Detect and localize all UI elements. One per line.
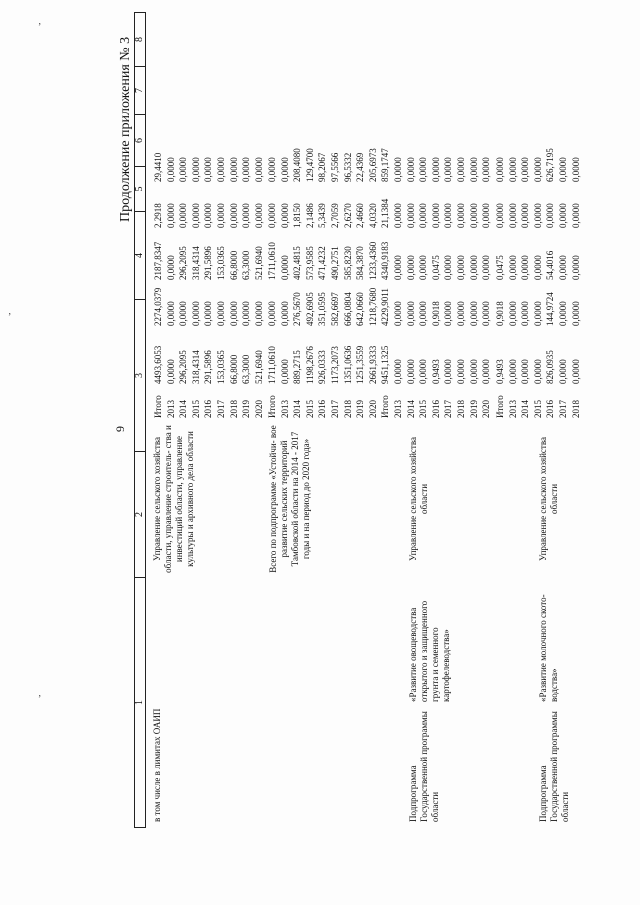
federal-cell: 0,0000 (215, 301, 226, 326)
total-cell: 0,9493 (495, 359, 505, 384)
total-cell: 0,0000 (520, 359, 531, 384)
local-cell: 0,0000 (507, 203, 518, 228)
extrabudget-cell: 0,0000 (468, 157, 479, 182)
regional-cell: 0,0000 (468, 255, 479, 280)
regional-cell: 318,4314 (190, 246, 201, 280)
appendix-title: Продолжение приложения № 3 (118, 36, 133, 222)
extrabudget-cell: 859,1747 (380, 148, 391, 182)
column-number-row (134, 12, 146, 828)
extrabudget-cell: 29,4410 (153, 152, 163, 182)
table-row (228, 130, 241, 418)
federal-cell: 0,0000 (279, 301, 290, 326)
total-cell: 291,5896 (203, 350, 214, 384)
regional-cell: 0,0000 (405, 255, 416, 280)
extrabudget-cell: 0,0000 (507, 157, 518, 182)
regional-cell: 585,8230 (342, 246, 353, 280)
total-cell: 0,0000 (507, 359, 518, 384)
federal-cell: 0,0000 (570, 301, 581, 326)
page-number: 9 (113, 426, 127, 432)
year-cell: 2015 (418, 400, 429, 418)
extrabudget-cell: 0,0000 (481, 157, 492, 182)
table-row (190, 130, 203, 418)
total-cell: 9451,1325 (380, 345, 391, 384)
block-executor: Управление сельского хозяйства области (538, 437, 559, 561)
table-row (455, 130, 468, 418)
federal-cell: 0,0000 (455, 301, 466, 326)
local-cell: 2,1486 (304, 203, 315, 228)
block-executor: Управление сельского хозяйства области (408, 437, 429, 561)
year-cell: 2015 (190, 400, 201, 418)
year-cell: 2020 (367, 400, 378, 418)
year-cell: 2020 (481, 400, 492, 418)
year-cell: 2014 (520, 400, 531, 418)
total-cell: 66,8000 (228, 354, 239, 384)
table-row (494, 130, 507, 418)
table-row (417, 130, 430, 418)
year-cell: Итого (267, 395, 277, 418)
regional-cell: 1711,0610 (267, 242, 277, 280)
federal-cell: 582,6697 (329, 292, 340, 326)
federal-cell: 0,0000 (468, 301, 479, 326)
year-cell: 2015 (304, 400, 315, 418)
extrabudget-cell: 0,0000 (418, 157, 429, 182)
total-cell: 0,0000 (443, 359, 454, 384)
year-cell: 2018 (455, 400, 466, 418)
table-row (329, 130, 342, 418)
regional-cell: 63,3000 (241, 250, 252, 280)
extrabudget-cell: 0,0000 (203, 157, 214, 182)
federal-cell: 0,0000 (228, 301, 239, 326)
regional-cell: 66,8000 (228, 250, 239, 280)
total-cell: 0,0000 (532, 359, 543, 384)
regional-cell: 1233,4360 (367, 241, 378, 280)
column-number: 8 (134, 37, 145, 42)
table-row (519, 130, 532, 418)
total-cell: 1198,2676 (304, 346, 315, 384)
table-row (266, 130, 279, 418)
table-row (405, 130, 418, 418)
table-row (507, 130, 520, 418)
total-cell: 926,0333 (317, 350, 328, 384)
table-row (354, 130, 367, 418)
block-program-label: в том числе в лимитах ОАИП (152, 708, 162, 822)
table-row (367, 130, 380, 418)
extrabudget-cell: 0,0000 (495, 157, 505, 182)
block-executor: Всего по подпрограмме «Устойчи- вое развитие сельских территорий Тамбовской области на 2014 - 2017 годы и на период до 2020 года» (268, 425, 311, 573)
local-cell: 2,4660 (355, 203, 366, 228)
year-cell: 2018 (228, 400, 239, 418)
extrabudget-cell: 0,0000 (253, 157, 264, 182)
regional-cell: 0,0000 (570, 255, 581, 280)
local-cell: 0,0000 (165, 203, 176, 228)
total-cell: 153,0365 (215, 350, 226, 384)
local-cell: 0,0000 (418, 203, 429, 228)
year-cell: 2017 (215, 400, 226, 418)
local-cell: 0,0000 (570, 203, 581, 228)
year-cell: 2018 (570, 400, 581, 418)
regional-cell: 0,0000 (532, 255, 543, 280)
year-cell: 2013 (165, 400, 176, 418)
local-cell: 0,0000 (279, 203, 290, 228)
regional-cell: 4340,9183 (380, 241, 391, 280)
total-cell: 1351,0636 (342, 345, 353, 384)
regional-cell: 0,0000 (418, 255, 429, 280)
total-cell: 0,0000 (570, 359, 581, 384)
year-cell: 2014 (292, 400, 303, 418)
total-cell: 889,2715 (292, 350, 303, 384)
local-cell: 0,0000 (228, 203, 239, 228)
year-cell: 2016 (430, 400, 441, 418)
table-row (291, 130, 304, 418)
block-rows (152, 130, 265, 418)
column-number: 1 (135, 577, 145, 827)
block-subprogram-name: «Развитие молочного ското- водства» (538, 594, 559, 702)
extrabudget-cell: 0,0000 (455, 157, 466, 182)
federal-cell: 0,0000 (481, 301, 492, 326)
total-cell: 0,0000 (468, 359, 479, 384)
local-cell: 0,0000 (532, 203, 543, 228)
rotated-table-sheet (108, 2, 640, 842)
federal-cell: 0,0000 (393, 301, 403, 326)
local-cell: 0,0000 (178, 203, 189, 228)
total-cell: 1173,2073 (329, 346, 340, 384)
extrabudget-cell: 0,0000 (241, 157, 252, 182)
table-row (430, 130, 443, 418)
extrabudget-cell: 0,0000 (279, 157, 290, 182)
total-cell: 318,4314 (190, 350, 201, 384)
federal-cell: 0,0000 (405, 301, 416, 326)
year-cell: Итого (153, 395, 163, 418)
regional-cell: 0,0475 (495, 255, 505, 280)
regional-cell: 0,0000 (520, 255, 531, 280)
total-cell: 0,0000 (393, 359, 403, 384)
regional-cell: 2187,8347 (153, 241, 163, 280)
table-row (342, 130, 355, 418)
federal-cell: 0,9018 (495, 301, 505, 326)
federal-cell: 0,0000 (557, 301, 568, 326)
federal-cell: 0,0000 (443, 301, 454, 326)
total-cell: 0,0000 (405, 359, 416, 384)
year-cell: 2019 (241, 400, 252, 418)
federal-cell: 0,0000 (507, 301, 518, 326)
regional-cell: 402,4815 (292, 246, 303, 280)
regional-cell: 0,0000 (481, 255, 492, 280)
federal-cell: 492,6905 (304, 292, 315, 326)
extrabudget-cell: 0,0000 (178, 157, 189, 182)
local-cell: 0,0000 (241, 203, 252, 228)
federal-cell: 666,0804 (342, 292, 353, 326)
regional-cell: 490,2751 (329, 246, 340, 280)
extrabudget-cell: 626,7195 (545, 148, 556, 182)
year-cell: 2019 (355, 400, 366, 418)
year-cell: 2013 (393, 400, 403, 418)
table-row (202, 130, 215, 418)
block-rows (266, 130, 392, 418)
regional-cell: 584,3870 (355, 246, 366, 280)
regional-cell: 0,0000 (507, 255, 518, 280)
table-row (165, 130, 178, 418)
federal-cell: 0,0000 (241, 301, 252, 326)
year-cell: 2014 (405, 400, 416, 418)
extrabudget-cell: 0,0000 (557, 157, 568, 182)
table-row (240, 130, 253, 418)
column-number: 7 (135, 66, 145, 114)
local-cell: 4,0320 (367, 203, 378, 228)
column-number: 4 (135, 211, 145, 299)
total-cell: 826,0935 (545, 350, 556, 384)
local-cell: 0,0000 (203, 203, 214, 228)
extrabudget-cell: 0,0000 (532, 157, 543, 182)
local-cell: 0,0000 (405, 203, 416, 228)
extrabudget-cell: 0,0000 (570, 157, 581, 182)
extrabudget-cell: 0,0000 (405, 157, 416, 182)
federal-cell: 4229,9011 (380, 288, 391, 326)
federal-cell: 0,0000 (418, 301, 429, 326)
federal-cell: 0,0000 (253, 301, 264, 326)
table-row (442, 130, 455, 418)
extrabudget-cell: 0,0000 (190, 157, 201, 182)
regional-cell: 0,0000 (557, 255, 568, 280)
extrabudget-cell: 0,0000 (443, 157, 454, 182)
extrabudget-cell: 0,0000 (165, 157, 176, 182)
scan-speck: ‚ (8, 306, 12, 317)
local-cell: 0,0000 (267, 203, 277, 228)
total-cell: 521,6940 (253, 350, 264, 384)
year-cell: Итого (495, 395, 505, 418)
year-cell: 2014 (178, 400, 189, 418)
local-cell: 0,0000 (481, 203, 492, 228)
table-row (544, 130, 557, 418)
local-cell: 0,0000 (190, 203, 201, 228)
year-cell: 2018 (342, 400, 353, 418)
federal-cell: 0,0000 (190, 301, 201, 326)
total-cell: 0,0000 (165, 359, 176, 384)
total-cell: 0,0000 (279, 359, 290, 384)
table-row (468, 130, 481, 418)
extrabudget-cell: 0,0000 (267, 157, 277, 182)
local-cell: 0,0000 (495, 203, 505, 228)
year-cell: 2017 (443, 400, 454, 418)
local-cell: 0,0000 (430, 203, 441, 228)
regional-cell: 0,0475 (430, 255, 441, 280)
extrabudget-cell: 98,2067 (317, 152, 328, 182)
extrabudget-cell: 208,4080 (292, 148, 303, 182)
block-subprogram-name: «Развитие овощеводства открытого и защищенного грунта и семенного картофелеводства» (408, 600, 451, 702)
regional-cell: 521,6940 (253, 246, 264, 280)
local-cell: 21,1384 (380, 198, 391, 228)
table-row (392, 130, 405, 418)
year-cell: 2016 (203, 400, 214, 418)
extrabudget-cell: 205,6973 (367, 148, 378, 182)
total-cell: 0,0000 (455, 359, 466, 384)
extrabudget-cell: 97,5566 (329, 152, 340, 182)
federal-cell: 0,9018 (430, 301, 441, 326)
table-row (279, 130, 292, 418)
year-cell: 2016 (545, 400, 556, 418)
regional-cell: 291,5896 (203, 246, 214, 280)
block-rows (494, 130, 582, 418)
block-rows (392, 130, 493, 418)
column-number: 6 (135, 114, 145, 166)
column-number: 2 (135, 451, 145, 577)
local-cell: 2,7059 (329, 203, 340, 228)
federal-cell: 0,0000 (178, 301, 189, 326)
regional-cell: 153,0365 (215, 246, 226, 280)
local-cell: 0,0000 (215, 203, 226, 228)
local-cell: 0,0000 (545, 203, 556, 228)
table-row (253, 130, 266, 418)
regional-cell: 296,2095 (178, 246, 189, 280)
local-cell: 0,0000 (443, 203, 454, 228)
scan-speck: ‚ (38, 16, 42, 27)
extrabudget-cell: 0,0000 (215, 157, 226, 182)
table-row (379, 130, 392, 418)
total-cell: 0,0000 (481, 359, 492, 384)
regional-cell: 0,0000 (165, 255, 176, 280)
year-cell: 2016 (317, 400, 328, 418)
year-cell: 2020 (253, 400, 264, 418)
extrabudget-cell: 129,4700 (304, 148, 315, 182)
table-row (215, 130, 228, 418)
year-cell: Итого (380, 395, 391, 418)
extrabudget-cell: 0,0000 (228, 157, 239, 182)
scan-speck: ‚ (38, 688, 42, 699)
total-cell: 0,0000 (557, 359, 568, 384)
local-cell: 0,0000 (253, 203, 264, 228)
federal-cell: 0,0000 (520, 301, 531, 326)
year-cell: 2017 (557, 400, 568, 418)
column-number: 5 (135, 166, 145, 211)
regional-cell: 471,4232 (317, 246, 328, 280)
year-cell: 2015 (532, 400, 543, 418)
total-cell: 63,3000 (241, 354, 252, 384)
federal-cell: 0,0000 (267, 301, 277, 326)
federal-cell: 642,0660 (355, 292, 366, 326)
year-cell: 2017 (329, 400, 340, 418)
local-cell: 5,3439 (317, 203, 328, 228)
table-row (304, 130, 317, 418)
federal-cell: 351,0595 (317, 292, 328, 326)
regional-cell: 0,0000 (393, 255, 403, 280)
total-cell: 0,0000 (418, 359, 429, 384)
block-program-label: Подпрограмма Государственной программы области (408, 711, 440, 822)
local-cell: 0,0000 (393, 203, 403, 228)
federal-cell: 2274,0379 (153, 287, 163, 326)
federal-cell: 0,0000 (165, 301, 176, 326)
local-cell: 2,6270 (342, 203, 353, 228)
total-cell: 4493,6053 (153, 345, 163, 384)
federal-cell: 0,0000 (532, 301, 543, 326)
local-cell: 0,0000 (455, 203, 466, 228)
local-cell: 0,0000 (557, 203, 568, 228)
regional-cell: 0,0000 (443, 255, 454, 280)
federal-cell: 276,5670 (292, 292, 303, 326)
table-row (480, 130, 493, 418)
table-row (570, 130, 583, 418)
table-row (532, 130, 545, 418)
federal-cell: 0,0000 (203, 301, 214, 326)
total-cell: 296,2095 (178, 350, 189, 384)
extrabudget-cell: 0,0000 (393, 157, 403, 182)
local-cell: 0,0000 (468, 203, 479, 228)
extrabudget-cell: 0,0000 (520, 157, 531, 182)
extrabudget-cell: 96,5332 (342, 152, 353, 182)
total-cell: 2661,9333 (367, 345, 378, 384)
local-cell: 1,8150 (292, 203, 303, 228)
federal-cell: 144,9724 (545, 292, 556, 326)
total-cell: 1711,0610 (267, 346, 277, 384)
regional-cell: 573,9585 (304, 246, 315, 280)
year-cell: 2013 (279, 400, 290, 418)
column-number: 3 (135, 299, 145, 451)
federal-cell: 1218,7680 (367, 287, 378, 326)
total-cell: 1251,3559 (355, 345, 366, 384)
local-cell: 2,2918 (153, 203, 163, 228)
table-row (177, 130, 190, 418)
extrabudget-cell: 0,0000 (430, 157, 441, 182)
block-executor: Управление сельского хозяйства области, управление строитель- ства и инвестиций области, управление культуры и архивного дела области (152, 425, 195, 573)
regional-cell: 0,0000 (455, 255, 466, 280)
table-row (557, 130, 570, 418)
regional-cell: 0,0000 (279, 255, 290, 280)
extrabudget-cell: 22,4369 (355, 152, 366, 182)
table-row (316, 130, 329, 418)
table-row (152, 130, 165, 418)
regional-cell: 54,4016 (545, 250, 556, 280)
total-cell: 0,9493 (430, 359, 441, 384)
block-program-label: Подпрограмма Государственной программы области (538, 711, 570, 822)
local-cell: 0,0000 (520, 203, 531, 228)
year-cell: 2019 (468, 400, 479, 418)
year-cell: 2013 (507, 400, 518, 418)
